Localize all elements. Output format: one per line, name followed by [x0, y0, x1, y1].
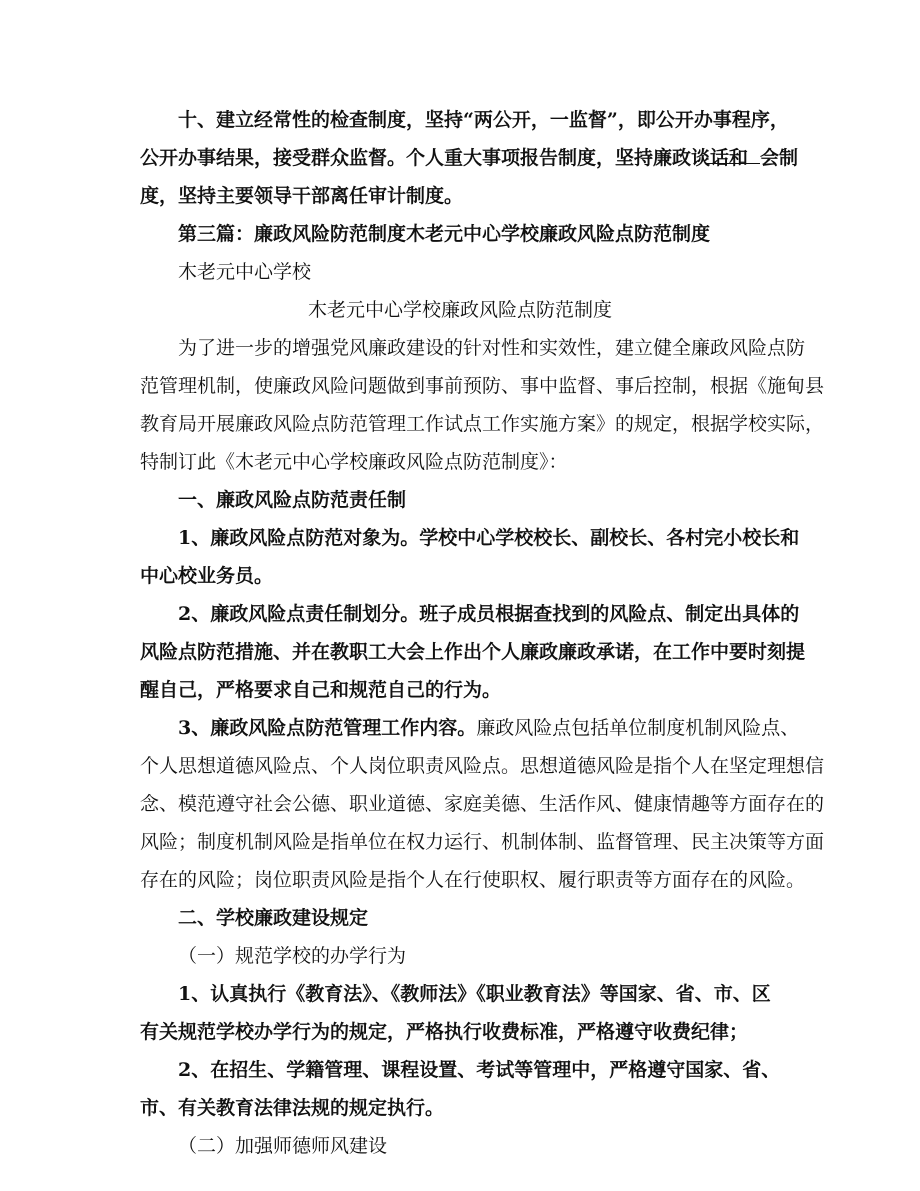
intro-line-3: 教育局开展廉政风险点防范管理工作试点工作实施方案》的规定，根据学校实际， [140, 413, 825, 435]
para-ten-line-2: 公开办事结果，接受群众监督。个人重大事项报告制度，坚持廉政谈话和 [140, 147, 749, 169]
para-ten-line-1: 十、建立经常性的检查制度，坚持“两公开，一监督”，即公开办事程序， [178, 109, 789, 131]
section-1-heading: 一、廉政风险点防范责任制 [178, 489, 407, 511]
section-1-item-2-line-2: 风险点防范措施、并在教职工大会上作出个人廉政廉政承诺，在工作中要时刻提 [140, 641, 806, 663]
section-1-item-3-line-1 [178, 715, 838, 741]
section-2-item-1-line-1: 1、认真执行《教育法》、《教师法》《职业教育法》等国家、省、市、区 [178, 983, 771, 1005]
section-2-item-2-line-1: 2、在招生、学籍管理、课程设置、考试等管理中，严格遵守国家、省、 [178, 1059, 781, 1081]
section-1-item-1-line-2: 中心校业务员。 [140, 565, 274, 587]
fill-in-blank [706, 145, 760, 164]
section-2-item-2-line-2: 市、有关教育法律法规的规定执行。 [140, 1097, 445, 1119]
section-1-item-3-line-1-rest: 廉政风险点包括单位制度机制风险点、 [476, 717, 800, 739]
section-2-sub-2-heading: （二）加强师德师风建设 [178, 1135, 388, 1157]
section-1-item-3-line-5: 存在的风险；岗位职责风险是指个人在行使职权、履行职责等方面存在的风险。 [140, 869, 806, 891]
section-1-item-3-line-2: 个人思想道德风险点、个人岗位职责风险点。思想道德风险是指个人在坚定理想信 [140, 755, 825, 777]
section-1-item-2-line-1: 2、廉政风险点责任制划分。班子成员根据查找到的风险点、制定出具体的 [178, 603, 800, 625]
intro-line-2: 范管理机制，使廉政风险问题做到事前预防、事中监督、事后控制，根据《施甸县 [140, 375, 825, 397]
part-heading: 第三篇：廉政风险防范制度木老元中心学校廉政风险点防范制度 [178, 223, 711, 245]
section-1-item-3-line-3: 念、模范遵守社会公德、职业道德、家庭美德、生活作风、健康情趣等方面存在的 [140, 793, 825, 815]
section-1-item-2-line-3: 醒自己，严格要求自己和规范自己的行为。 [140, 679, 502, 701]
section-2-sub-1-heading: （一）规范学校的办学行为 [178, 945, 407, 967]
section-2-heading: 二、学校廉政建设规定 [178, 907, 369, 929]
school-name: 木老元中心学校 [178, 261, 312, 283]
para-ten-line-2-tail [706, 145, 856, 171]
intro-line-4: 特制订此《木老元中心学校廉政风险点防范制度》： [140, 451, 568, 473]
para-ten-line-3: 度，坚持主要领导干部离任审计制度。 [140, 185, 464, 207]
section-1-item-3-line-4: 风险；制度机制风险是指单位在权力运行、机制体制、监督管理、民主决策等方面 [140, 831, 825, 853]
intro-line-1: 为了进一步的增强党风廉政建设的针对性和实效性，建立健全廉政风险点防 [178, 337, 806, 359]
section-2-item-1-line-2: 有关规范学校办学行为的规定，严格执行收费标准，严格遵守收费纪律； [140, 1021, 749, 1043]
document-title: 木老元中心学校廉政风险点防范制度 [307, 299, 612, 321]
section-1-item-3-lead: 3、廉政风险点防范管理工作内容。 [178, 717, 477, 739]
para-ten-blank-suffix: 会制 [760, 147, 799, 169]
section-1-item-1-line-1: 1、廉政风险点防范对象为。学校中心学校校长、副校长、各村完小校长和 [178, 527, 800, 549]
